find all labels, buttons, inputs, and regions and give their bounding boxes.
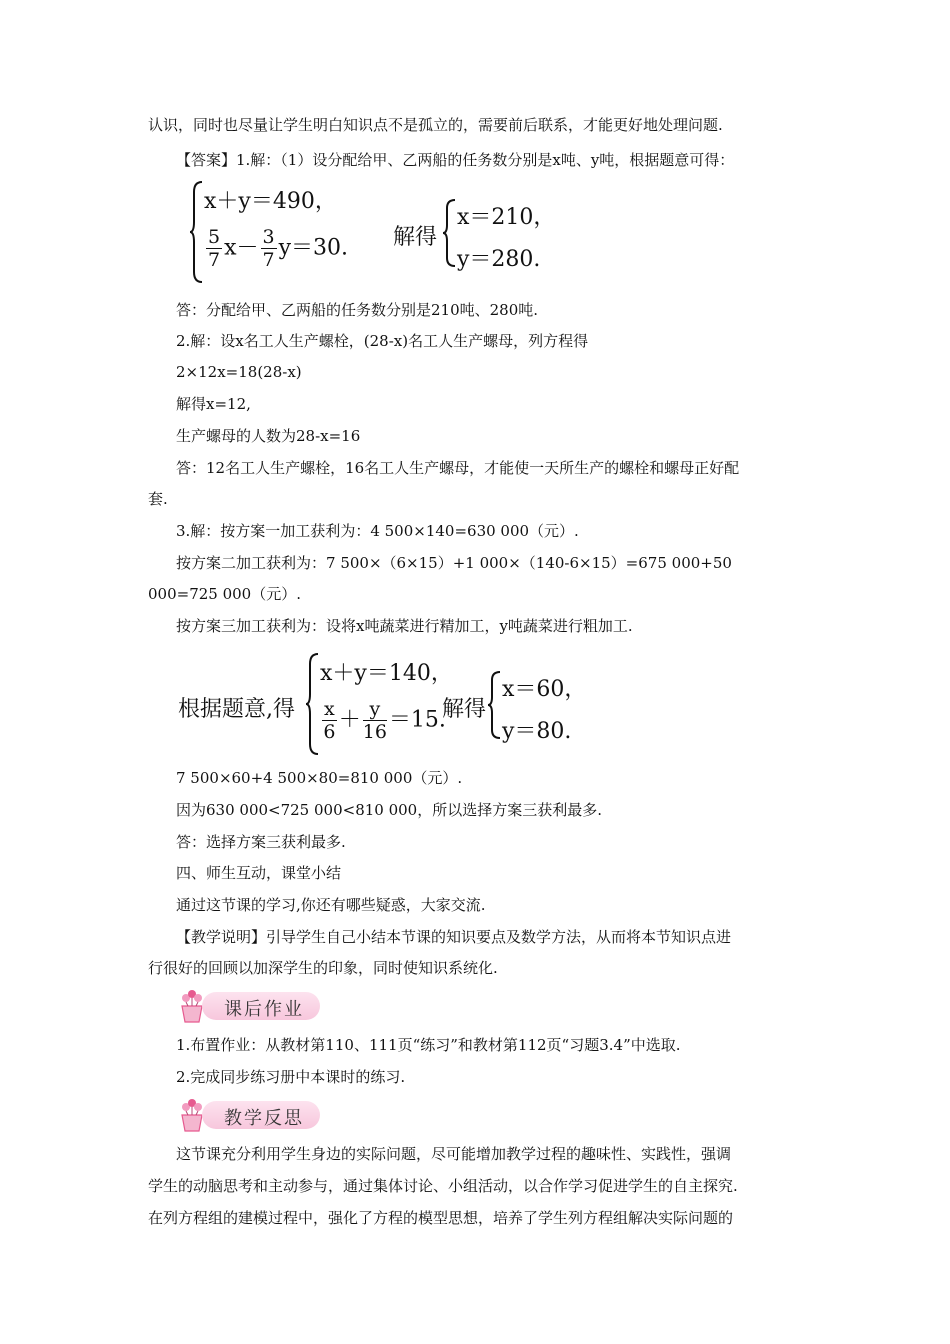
equation-term: ＝15.	[388, 707, 446, 733]
fraction-numerator: 5	[208, 226, 221, 248]
left-brace	[190, 180, 204, 284]
fraction-denominator: 7	[262, 249, 275, 271]
text-line: 2×12x=18(28-x)	[176, 363, 302, 381]
equation-term: y＝30.	[278, 235, 349, 261]
text-line: 因为630 000<725 000<810 000，所以选择方案三获利最多.	[176, 801, 602, 819]
text-line: 这节课充分利用学生身边的实际问题，尽可能增加教学过程的趣味性、实践性，强调	[176, 1145, 732, 1163]
text-line: 生产螺母的人数为28-x=16	[176, 427, 361, 445]
equation-1: x＋y＝140，	[320, 661, 453, 686]
text-line: 答：12名工人生产螺栓，16名工人生产螺母，才能使一天所生产的螺栓和螺母正好配	[176, 459, 740, 477]
equation-term: x－	[224, 235, 259, 261]
text-line: 答：分配给甲、乙两船的任务数分别是210吨、280吨.	[176, 301, 539, 319]
text-line: 学生的动脑思考和主动参与，通过集体讨论、小组活动，以合作学习促进学生的自主探究.	[148, 1177, 738, 1195]
fraction-numerator: x	[324, 698, 335, 720]
right-brace	[443, 198, 457, 268]
fraction-numerator: y	[363, 698, 387, 721]
section-homework	[172, 986, 372, 1026]
text-line: 四、师生互动，课堂小结	[176, 864, 342, 882]
text-line: 7 500×60+4 500×80=810 000（元）.	[176, 769, 463, 787]
section-title: 课后作业	[224, 999, 304, 1020]
fraction-denominator: 6	[323, 721, 336, 743]
solution-2: y＝80.	[502, 719, 572, 744]
text-line: 2.解：设x名工人生产螺栓，(28-x)名工人生产螺母，列方程得	[176, 332, 589, 350]
right-brace	[488, 670, 502, 740]
solve-label: 解得	[393, 225, 438, 250]
answer-heading: 【答案】1.解：（1）设分配给甲、乙两船的任务数分别是x吨、y吨，根据题意可得：	[176, 151, 735, 169]
equation-term: ＋	[338, 707, 361, 733]
text-line: 2.完成同步练习册中本课时的练习.	[176, 1068, 406, 1086]
text-line: 通过这节课的学习,你还有哪些疑惑，大家交流.	[176, 896, 486, 914]
text-line: 1.布置作业：从教材第110、111页“练习”和教材第112页“习题3.4”中选取.	[176, 1036, 681, 1054]
condition-label: 根据题意,得	[178, 697, 295, 722]
equation-2	[204, 226, 348, 271]
text-line: 套.	[148, 490, 168, 508]
equation-system-2	[178, 650, 598, 760]
solution-1: x＝60，	[502, 677, 587, 702]
text-line: 认识，同时也尽量让学生明白知识点不是孤立的，需要前后联系，才能更好地处理问题.	[148, 116, 723, 134]
solution-2: y＝280.	[457, 247, 541, 272]
equation-1: x＋y＝490，	[204, 189, 337, 214]
text-line: 行很好的回顾以加深学生的印象，同时使知识系统化.	[148, 959, 498, 977]
text-line: 3.解：按方案一加工获利为：4 500×140=630 000（元）.	[176, 522, 579, 540]
text-line: 答：选择方案三获利最多.	[176, 833, 346, 851]
solution-1: x＝210，	[457, 205, 556, 230]
equation-2	[320, 698, 446, 743]
text-line: 在列方程组的建模过程中，强化了方程的模型思想，培养了学生列方程组解决实际问题的	[148, 1209, 734, 1227]
equation-system-1	[190, 178, 590, 288]
fraction-denominator: 16	[362, 721, 387, 743]
solve-label: 解得	[442, 697, 487, 722]
text-line: 按方案二加工获利为：7 500×（6×15）+1 000×（140-6×15）=675 000+50	[176, 554, 732, 572]
text-line: 000=725 000（元）.	[148, 585, 301, 603]
fraction-denominator: 7	[208, 249, 221, 271]
text-line: 按方案三加工获利为：设将x吨蔬菜进行精加工，y吨蔬菜进行粗加工.	[176, 617, 633, 635]
teaching-note: 【教学说明】引导学生自己小结本节课的知识要点及数学方法，从而将本节知识点进	[176, 928, 732, 946]
left-brace	[306, 652, 320, 756]
section-title: 教学反思	[224, 1108, 304, 1129]
text-line: 解得x=12,	[176, 395, 251, 413]
fraction-numerator: 3	[262, 226, 275, 248]
section-reflection	[172, 1095, 372, 1135]
